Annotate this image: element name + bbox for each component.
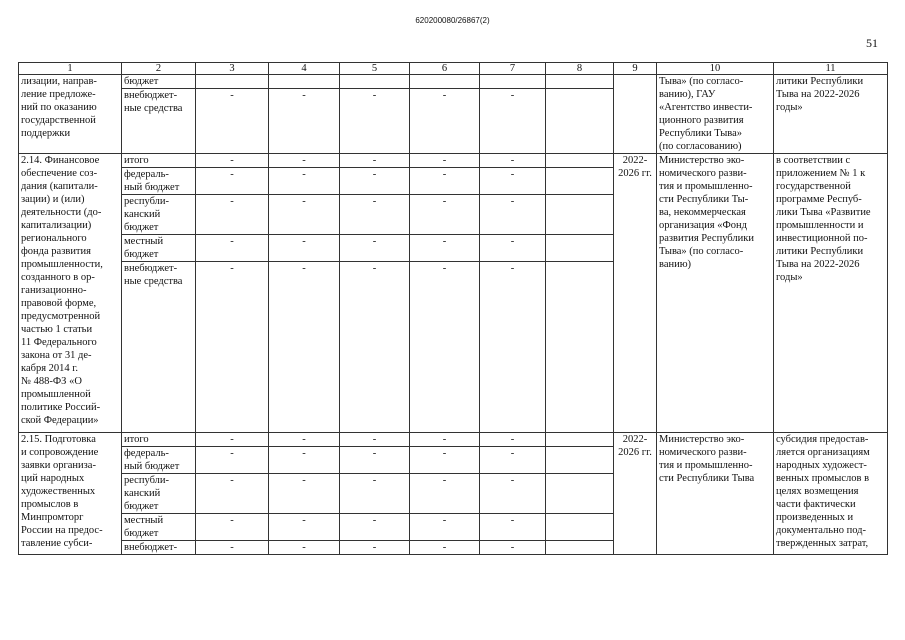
funding-source: бюджет	[122, 75, 196, 89]
measure-name: 2.15. Подготовка и сопровождение заявки организа- ций народных художественных промыслов в Минпромторг России на предос- тавление субси-	[19, 433, 122, 555]
value-cell	[546, 154, 614, 168]
col-header: 6	[410, 63, 480, 75]
value-cell: -	[196, 168, 269, 195]
value-cell: -	[196, 195, 269, 235]
funding-source: республи- канский бюджет	[122, 195, 196, 235]
value-cell: -	[340, 433, 410, 447]
funding-source: федераль- ный бюджет	[122, 168, 196, 195]
table-row	[19, 75, 888, 89]
value-cell: -	[269, 433, 340, 447]
value-cell: -	[480, 195, 546, 235]
value-cell: -	[480, 514, 546, 541]
value-cell: -	[340, 514, 410, 541]
funding-source: местный бюджет	[122, 514, 196, 541]
value-cell: -	[196, 262, 269, 433]
value-cell: -	[410, 514, 480, 541]
program-table	[18, 62, 888, 555]
measure-name: лизации, направ- ление предложе- ний по оказанию государственной поддержки	[19, 75, 122, 154]
value-cell: -	[269, 514, 340, 541]
value-cell	[546, 447, 614, 474]
col-header: 4	[269, 63, 340, 75]
value-cell: -	[480, 235, 546, 262]
value-cell: -	[340, 447, 410, 474]
value-cell: -	[340, 195, 410, 235]
value-cell: -	[410, 433, 480, 447]
value-cell: -	[410, 168, 480, 195]
col-header: 3	[196, 63, 269, 75]
col-header: 9	[614, 63, 657, 75]
value-cell: -	[340, 89, 410, 154]
value-cell	[546, 474, 614, 514]
value-cell: -	[410, 474, 480, 514]
executor: Министерство эко- номического разви- тия и промышленно- сти Республики Ты- ва, некоммерческая организация «Фонд развития Республики Тыва» (по согласо- ванию)	[657, 154, 774, 433]
col-header: 2	[122, 63, 196, 75]
executor: Тыва» (по согласо- ванию), ГАУ «Агентство инвести- ционного развития Республики Тыва» (по согласованию)	[657, 75, 774, 154]
value-cell: -	[340, 168, 410, 195]
value-cell: -	[269, 195, 340, 235]
funding-source: итого	[122, 154, 196, 168]
value-cell: -	[480, 474, 546, 514]
value-cell	[546, 89, 614, 154]
value-cell: -	[269, 89, 340, 154]
table-header-row	[19, 63, 888, 75]
value-cell: -	[480, 168, 546, 195]
funding-source: республи- канский бюджет	[122, 474, 196, 514]
value-cell: -	[269, 447, 340, 474]
col-header: 7	[480, 63, 546, 75]
value-cell: -	[340, 154, 410, 168]
value-cell: -	[269, 262, 340, 433]
value-cell: -	[340, 235, 410, 262]
value-cell	[546, 433, 614, 447]
value-cell: -	[340, 474, 410, 514]
page-number: 51	[866, 36, 878, 50]
period: 2022- 2026 гг.	[614, 154, 657, 433]
funding-source: федераль- ный бюджет	[122, 447, 196, 474]
value-cell	[546, 235, 614, 262]
table-row	[19, 154, 888, 168]
funding-source: местный бюджет	[122, 235, 196, 262]
col-header: 11	[774, 63, 888, 75]
value-cell	[546, 541, 614, 555]
value-cell: -	[410, 154, 480, 168]
value-cell: -	[269, 474, 340, 514]
col-header: 8	[546, 63, 614, 75]
value-cell: -	[269, 235, 340, 262]
expected-result: литики Республики Тыва на 2022-2026 годы»	[774, 75, 888, 154]
value-cell	[546, 195, 614, 235]
value-cell: -	[410, 195, 480, 235]
value-cell: -	[269, 154, 340, 168]
value-cell: -	[196, 541, 269, 555]
funding-source: внебюджет- ные средства	[122, 89, 196, 154]
value-cell: -	[340, 262, 410, 433]
value-cell: -	[196, 235, 269, 262]
col-header: 1	[19, 63, 122, 75]
value-cell: -	[269, 168, 340, 195]
document-code: 620200080/26867(2)	[415, 16, 490, 25]
value-cell: -	[410, 262, 480, 433]
value-cell: -	[480, 541, 546, 555]
executor: Министерство эко- номического разви- тия и промышленно- сти Республики Тыва	[657, 433, 774, 555]
funding-source: внебюджет- ные средства	[122, 262, 196, 433]
value-cell: -	[196, 433, 269, 447]
expected-result: субсидия предостав- ляется организациям народных художест- венных промыслов в целях возмещения части фактически произведенных и документально под- твержденных затрат,	[774, 433, 888, 555]
measure-name: 2.14. Финансовое обеспечение соз- дания (капитали- зации) и (или) деятельности (до- капитализации) регионального фонда развития промышленности, созданного в ор- ганизационно- правовой форме, предусмотренной частью 1 статьи 11 Федерального закона от 31 де- кабря 2014 г. № 488-ФЗ «О промышленной политике Россий- ской Федерации»	[19, 154, 122, 433]
value-cell: -	[196, 447, 269, 474]
period	[614, 75, 657, 154]
funding-source: внебюджет-	[122, 541, 196, 555]
period: 2022- 2026 гг.	[614, 433, 657, 555]
value-cell: -	[196, 514, 269, 541]
value-cell: -	[410, 89, 480, 154]
expected-result: в соответствии с приложением № 1 к государственной программе Респуб- лики Тыва «Развитие промышленности и инвестиционной по- литики Республики Тыва на 2022-2026 годы»	[774, 154, 888, 433]
value-cell: -	[196, 89, 269, 154]
value-cell	[546, 262, 614, 433]
value-cell: -	[480, 89, 546, 154]
value-cell: -	[410, 235, 480, 262]
value-cell: -	[410, 541, 480, 555]
value-cell: -	[480, 262, 546, 433]
value-cell: -	[196, 154, 269, 168]
value-cell: -	[269, 541, 340, 555]
table-row	[19, 433, 888, 447]
value-cell	[546, 168, 614, 195]
col-header: 10	[657, 63, 774, 75]
funding-source: итого	[122, 433, 196, 447]
col-header: 5	[340, 63, 410, 75]
value-cell: -	[196, 474, 269, 514]
value-cell: -	[480, 447, 546, 474]
value-cell: -	[480, 154, 546, 168]
value-cell: -	[340, 541, 410, 555]
value-cell	[546, 514, 614, 541]
value-cell: -	[410, 447, 480, 474]
value-cell: -	[480, 433, 546, 447]
